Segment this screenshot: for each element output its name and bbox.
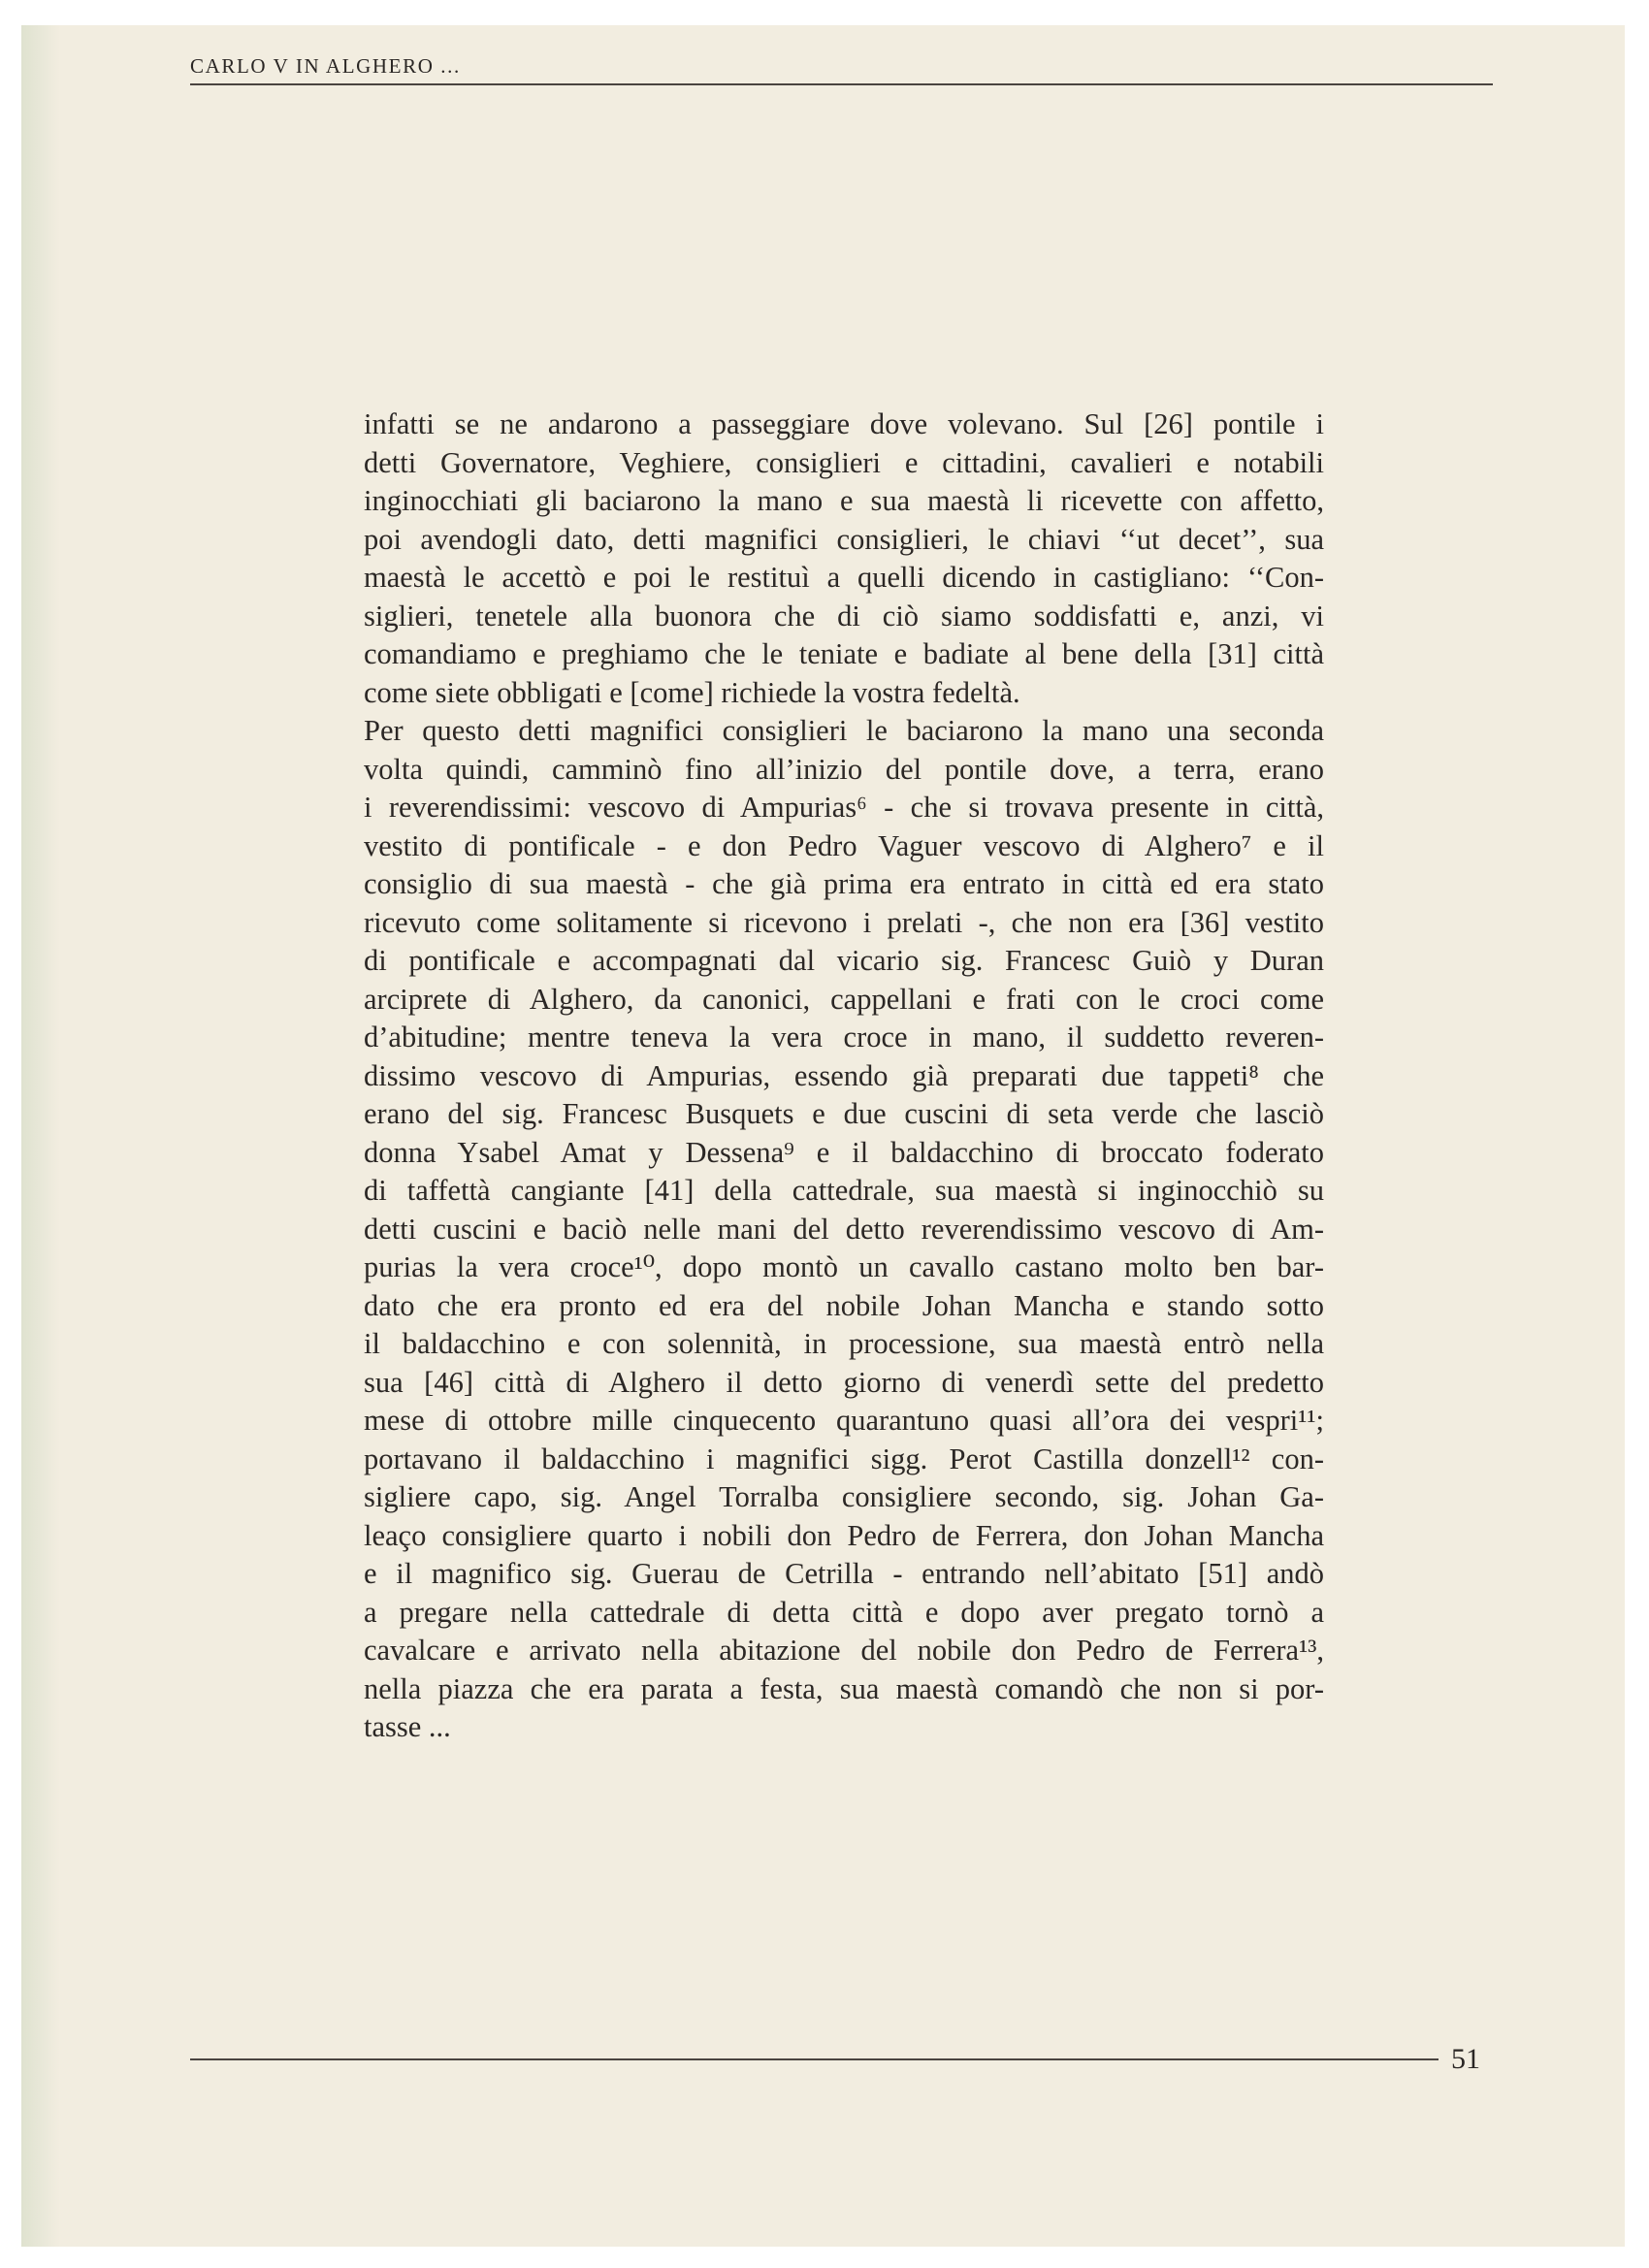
- text-line: sua [46] città di Alghero il detto giorno di venerdì sette del predetto: [364, 1365, 1324, 1399]
- text-line: infatti se ne andarono a passeggiare dove volevano. Sul [26] pontile i: [364, 407, 1324, 440]
- text-line: Per questo detti magnifici consiglieri le baciarono la mano una seconda: [364, 714, 1324, 747]
- text-line: donna Ysabel Amat y Dessena⁹ e il baldacchino di broccato foderato: [364, 1135, 1324, 1169]
- text-line: di taffettà cangiante [41] della cattedrale, sua maestà si inginocchiò su: [364, 1174, 1324, 1207]
- text-line: arciprete di Alghero, da canonici, cappellani e frati con le croci come: [364, 982, 1324, 1016]
- page-gutter-shadow: [21, 25, 60, 2247]
- text-line: nella piazza che era parata a festa, sua maestà comandò che non si por-: [364, 1671, 1324, 1705]
- text-line: vestito di pontificale - e don Pedro Vaguer vescovo di Alghero⁷ e il: [364, 828, 1324, 862]
- text-line: poi avendogli dato, detti magnifici consiglieri, le chiavi ‘‘ut decet’’, sua: [364, 522, 1324, 556]
- running-head: CARLO V IN ALGHERO ...: [190, 54, 461, 78]
- header-rule: [190, 83, 1493, 85]
- book-page: [21, 25, 1625, 2247]
- page-number: 51: [1451, 2043, 1480, 2075]
- text-line: comandiamo e preghiamo che le teniate e badiate al bene della [31] città: [364, 637, 1324, 670]
- body-text: [364, 405, 1324, 1747]
- text-line: dato che era pronto ed era del nobile Johan Mancha e stando sotto: [364, 1288, 1324, 1322]
- text-line: d’abitudine; mentre teneva la vera croce in mano, il suddetto reveren-: [364, 1021, 1324, 1053]
- text-line: erano del sig. Francesc Busquets e due cuscini di seta verde che lasciò: [364, 1097, 1324, 1130]
- text-line: maestà le accettò e poi le restituì a quelli dicendo in castigliano: ‘‘Con-: [364, 561, 1324, 594]
- text-line: portavano il baldacchino i magnifici sigg. Perot Castilla donzell¹² con-: [364, 1442, 1324, 1475]
- text-line: purias la vera croce¹⁰, dopo montò un cavallo castano molto ben bar-: [364, 1250, 1324, 1283]
- text-line: dissimo vescovo di Ampurias, essendo già preparati due tappeti⁸ che: [364, 1058, 1324, 1092]
- text-line: leaço consigliere quarto i nobili don Pedro de Ferrera, don Johan Mancha: [364, 1518, 1324, 1552]
- text-line: inginocchiati gli baciarono la mano e sua maestà li ricevette con affetto,: [364, 484, 1324, 517]
- text-line: come siete obbligati e [come] richiede la vostra fedeltà.: [364, 675, 1020, 709]
- text-line: detti Governatore, Veghiere, consiglieri e cittadini, cavalieri e notabili: [364, 445, 1324, 479]
- text-line: e il magnifico sig. Guerau de Cetrilla - entrando nell’abitato [51] andò: [364, 1557, 1324, 1590]
- text-line: il baldacchino e con solennità, in processione, sua maestà entrò nella: [364, 1327, 1324, 1360]
- text-line: siglieri, tenetele alla buonora che di ciò siamo soddisfatti e, anzi, vi: [364, 599, 1324, 632]
- footer-rule: [190, 2058, 1439, 2060]
- text-line: ricevuto come solitamente si ricevono i prelati -, che non era [36] vestito: [364, 905, 1324, 939]
- text-line: detti cuscini e baciò nelle mani del detto reverendissimo vescovo di Am-: [364, 1212, 1324, 1246]
- text-line: a pregare nella cattedrale di detta città e dopo aver pregato tornò a: [364, 1595, 1324, 1629]
- text-line: cavalcare e arrivato nella abitazione del nobile don Pedro de Ferrera¹³,: [364, 1634, 1324, 1667]
- text-line: di pontificale e accompagnati dal vicario sig. Francesc Guiò y Duran: [364, 944, 1324, 977]
- text-line: consiglio di sua maestà - che già prima era entrato in città ed era stato: [364, 867, 1324, 900]
- text-line: mese di ottobre mille cinquecento quarantuno quasi all’ora dei vespri¹¹;: [364, 1404, 1324, 1437]
- text-line: volta quindi, camminò fino all’inizio del pontile dove, a terra, erano: [364, 752, 1324, 786]
- text-line: tasse ...: [364, 1710, 451, 1743]
- text-line: i reverendissimi: vescovo di Ampurias⁶ - che si trovava presente in città,: [364, 791, 1324, 824]
- text-line: sigliere capo, sig. Angel Torralba consigliere secondo, sig. Johan Ga-: [364, 1480, 1324, 1513]
